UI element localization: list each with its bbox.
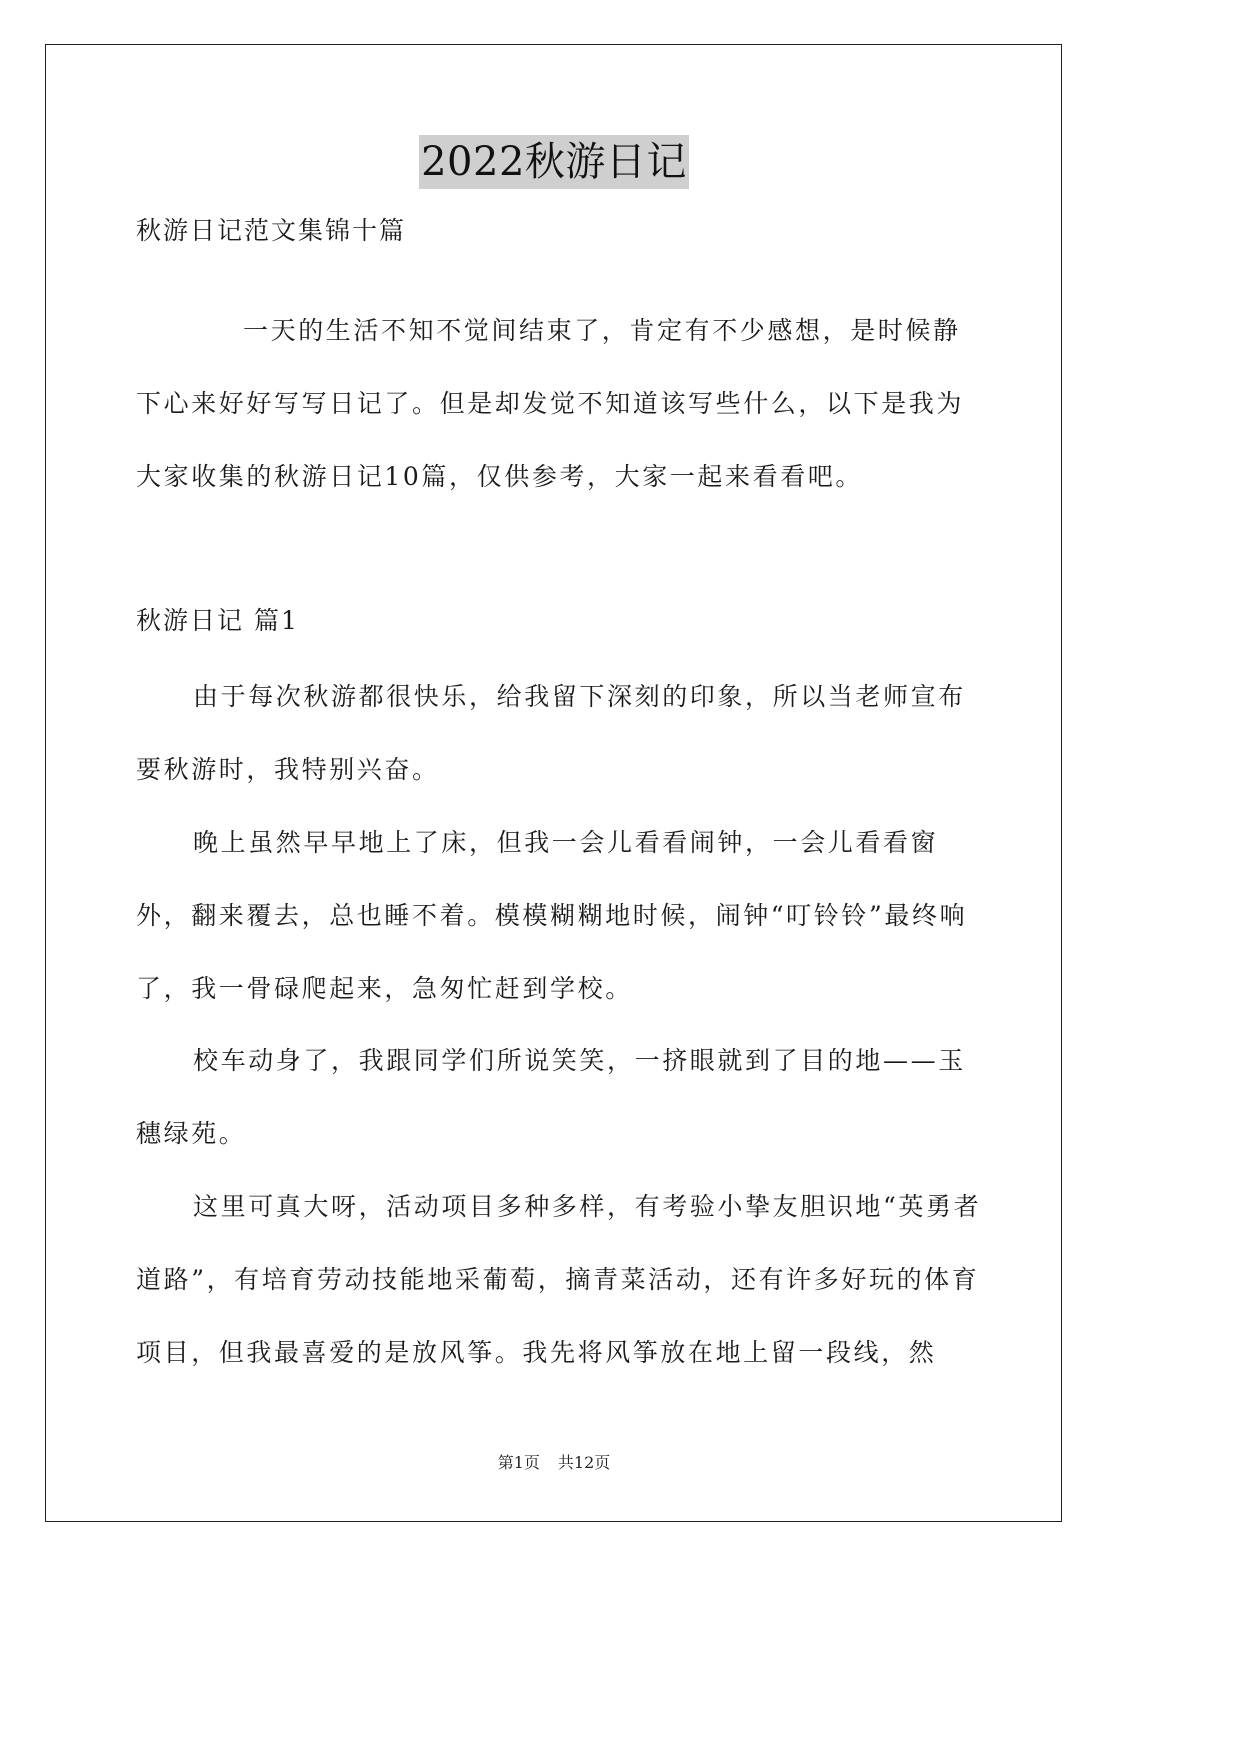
intro-paragraph <box>136 294 986 513</box>
page-number: 第1页 <box>497 1453 540 1472</box>
document-title: 2022秋游日记 <box>419 135 689 189</box>
body-paragraph: 校车动身了，我跟同学们所说笑笑，一挤眼就到了目的地——玉穗绿苑。 <box>136 1046 966 1148</box>
intro-text: 一天的生活不知不觉间结束了，肯定有不少感想，是时候静下心来好好写写日记了。但是却发觉不知道该写些什么，以下是我为大家收集的秋游日记10篇，仅供参考，大家一起来看看吧。 <box>136 316 965 491</box>
body-paragraph: 晚上虽然早早地上了床，但我一会儿看看闹钟，一会儿看看窗外，翻来覆去，总也睡不着。模模糊糊地时候，闹钟“叮铃铃”最终响了，我一骨碌爬起来，急匆忙赶到学校。 <box>136 828 968 1003</box>
body-paragraph: 由于每次秋游都很快乐，给我留下深刻的印象，所以当老师宣布要秋游时，我特别兴奋。 <box>136 682 966 784</box>
title-container <box>0 135 1108 189</box>
page-total: 共12页 <box>557 1453 611 1472</box>
page-footer <box>0 1451 1108 1475</box>
body-paragraph: 这里可真大呀，活动项目多种多样，有考验小挚友胆识地“英勇者道路”，有培育劳动技能地采葡萄，摘青菜活动，还有许多好玩的体育项目，但我最喜爱的是放风筝。我先将风筝放在地上留一段线，然 <box>136 1192 982 1367</box>
section-heading: 秋游日记 篇1 <box>136 606 299 635</box>
document-subtitle: 秋游日记范文集锦十篇 <box>136 216 407 245</box>
